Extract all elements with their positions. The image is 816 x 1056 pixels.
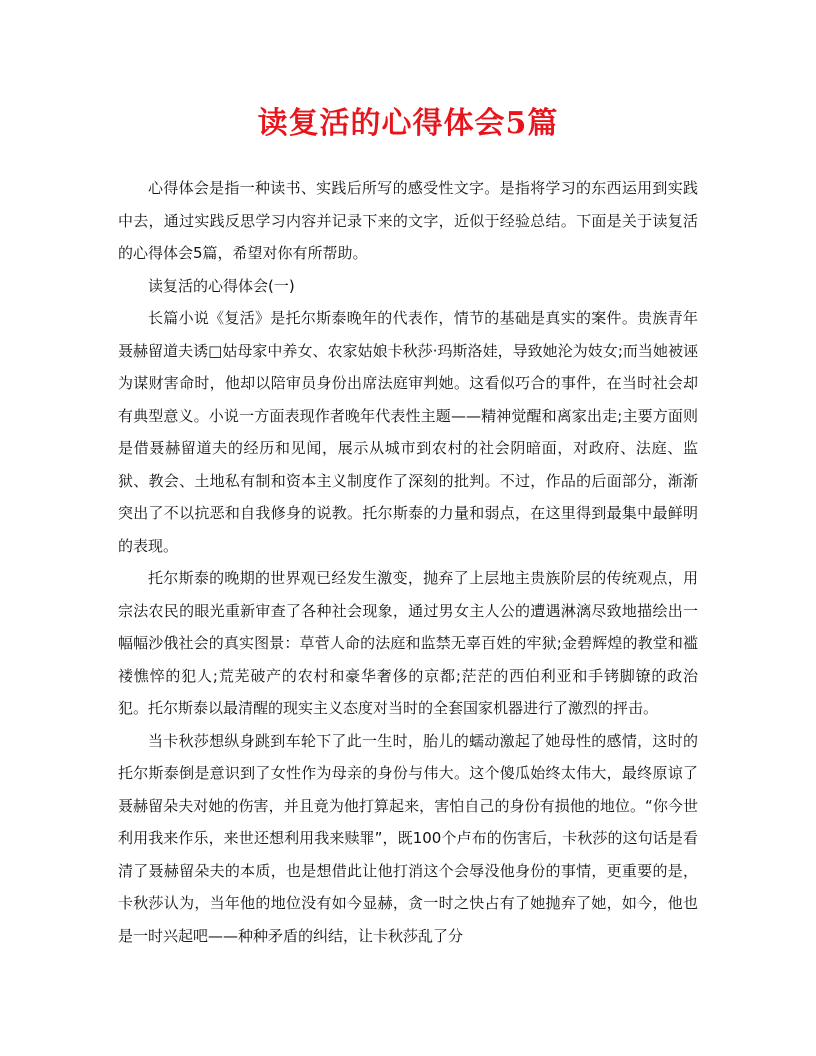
document-body [118,172,698,952]
intro-paragraph: 心得体会是指一种读书、实践后所写的感受性文字。是指将学习的东西运用到实践中去，通过实践反思学习内容并记录下来的文字，近似于经验总结。下面是关于读复活的心得体会5篇，希望对你有所帮助。 [118,179,698,262]
body-paragraph: 托尔斯泰的晚期的世界观已经发生激变，抛弃了上层地主贵族阶层的传统观点，用宗法农民的眼光重新审查了各种社会现象，通过男女主人公的遭遇淋漓尽致地描绘出一幅幅沙俄社会的真实图景：草菅人命的法庭和监禁无辜百姓的牢狱;金碧辉煌的教堂和褴褛憔悴的犯人;荒芜破产的农村和豪华奢侈的京都;茫茫的西伯利亚和手铐脚镣的政治犯。托尔斯泰以最清醒的现实主义态度对当时的全套国家机器进行了激烈的抨击。 [118,569,698,717]
document-title: 读复活的心得体会5篇 [257,106,559,141]
body-paragraph: 当卡秋莎想纵身跳到车轮下了此一生时，胎儿的蠕动激起了她母性的感情，这时的托尔斯泰倒是意识到了女性作为母亲的身份与伟大。这个傻瓜始终太伟大，最终原谅了聂赫留朵夫对她的伤害，并且竟为他打算起来，害怕自己的身份有损他的地位。“你今世利用我来作乐，来世还想利用我来赎罪”，既100个卢布的伤害后，卡秋莎的这句话是看清了聂赫留朵夫的本质，也是想借此让他打消这个会辱没他身份的事情，更重要的是，卡秋莎认为，当年他的地位没有如今显赫，贪一时之快占有了她抛弃了她，如今，他也是一时兴起吧——种种矛盾的纠结，让卡秋莎乱了分 [118,731,698,945]
section-heading: 读复活的心得体会(一) [148,276,295,295]
body-paragraph: 长篇小说《复活》是托尔斯泰晚年的代表作，情节的基础是真实的案件。贵族青年聂赫留道夫诱□姑母家中养女、农家姑娘卡秋莎·玛斯洛娃，导致她沦为妓女;而当她被诬为谋财害命时，他却以陪审员身份出席法庭审判她。这看似巧合的事件，在当时社会却有典型意义。小说一方面表现作者晚年代表性主题——精神觉醒和离家出走;主要方面则是借聂赫留道夫的经历和见闻，展示从城市到农村的社会阴暗面，对政府、法庭、监狱、教会、土地私有制和资本主义制度作了深刻的批判。不过，作品的后面部分，渐渐突出了不以抗恶和自我修身的说教。托尔斯泰的力量和弱点，在这里得到最集中最鲜明的表现。 [118,309,698,555]
